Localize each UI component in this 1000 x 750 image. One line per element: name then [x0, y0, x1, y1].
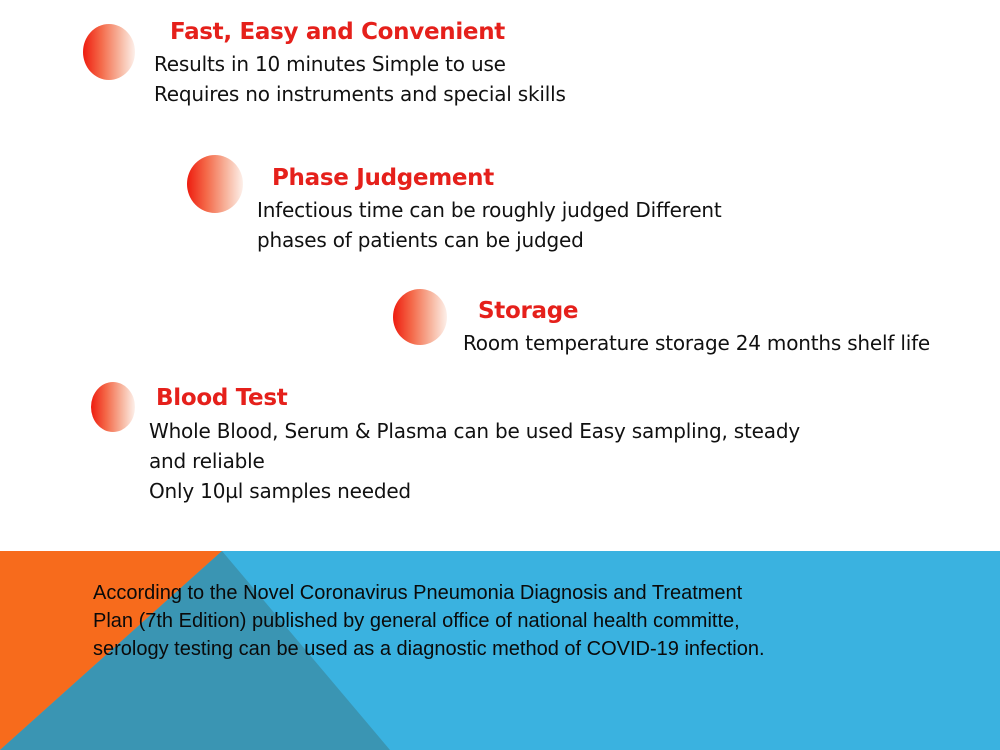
- footer-text-line: According to the Novel Coronavirus Pneumonia Diagnosis and Treatment: [93, 582, 743, 604]
- feature-description-line: and reliable: [149, 449, 265, 473]
- feature-title: Fast, Easy and Convenient: [170, 19, 505, 45]
- footer-text: [93, 579, 953, 663]
- footer-text-line: serology testing can be used as a diagnostic method of COVID-19 infection.: [93, 638, 765, 660]
- feature-description-line: Infectious time can be roughly judged Different: [257, 198, 722, 222]
- feature-title: Storage: [478, 298, 579, 324]
- footer-text-line: Plan (7th Edition) published by general office of national health committe,: [93, 610, 740, 632]
- gradient-circle-bullet-icon: [91, 382, 135, 432]
- gradient-circle-bullet-icon: [393, 289, 447, 345]
- gradient-circle-bullet-icon: [187, 155, 243, 213]
- feature-description-line: Only 10µl samples needed: [149, 479, 411, 503]
- feature-description-line: Room temperature storage 24 months shelf life: [463, 331, 931, 355]
- feature-description-line: Whole Blood, Serum & Plasma can be used Easy sampling, steady: [149, 419, 800, 443]
- feature-title: Blood Test: [156, 385, 288, 411]
- feature-description-line: Results in 10 minutes Simple to use: [154, 52, 506, 76]
- feature-description-line: Requires no instruments and special skills: [154, 82, 566, 106]
- footer-band: [0, 551, 1000, 750]
- gradient-circle-bullet-icon: [83, 24, 135, 80]
- feature-title: Phase Judgement: [272, 165, 494, 191]
- feature-description-line: phases of patients can be judged: [257, 228, 584, 252]
